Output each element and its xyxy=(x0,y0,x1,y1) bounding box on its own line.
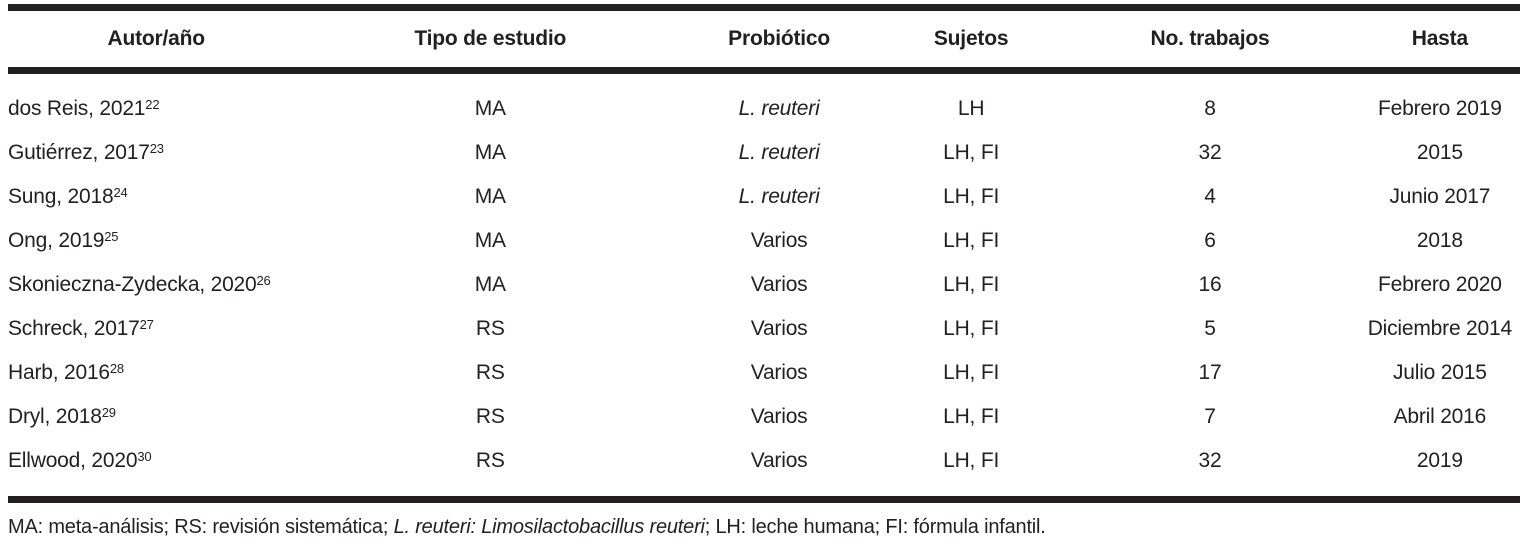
cell-hasta: Diciembre 2014 xyxy=(1367,317,1512,340)
cell-sujetos: LH, FI xyxy=(943,361,1000,384)
cell-tipo: MA xyxy=(474,141,506,164)
cell-hasta: Febrero 2019 xyxy=(1378,97,1502,120)
cell-tipo: MA xyxy=(474,273,506,296)
cell-hasta: Junio 2017 xyxy=(1389,185,1491,208)
cell-hasta: 2015 xyxy=(1416,141,1463,164)
studies-table xyxy=(8,11,1520,496)
cell-trabajos: 8 xyxy=(1204,97,1216,120)
cell-hasta: 2019 xyxy=(1416,449,1463,472)
cell-probiotico: Varios xyxy=(750,273,808,296)
cell-autor xyxy=(8,131,304,175)
cell-autor xyxy=(8,395,304,439)
bottom-rule xyxy=(8,496,1520,503)
table-row xyxy=(8,307,1520,351)
cell-autor xyxy=(8,263,304,307)
cell-sujetos: LH, FI xyxy=(943,273,1000,296)
reference-superscript: 23 xyxy=(149,140,164,156)
cell-autor xyxy=(8,219,304,263)
cell-trabajos: 5 xyxy=(1204,317,1216,340)
table-row xyxy=(8,395,1520,439)
cell-trabajos: 32 xyxy=(1198,449,1222,472)
author-year-text: Harb, 2016 xyxy=(8,361,110,384)
cell-tipo: MA xyxy=(474,185,506,208)
cell-hasta: 2018 xyxy=(1416,229,1463,252)
footnote-segment: ; LH: leche humana; FI: fórmula infantil. xyxy=(704,516,1046,538)
table-row xyxy=(8,131,1520,175)
author-year-text: Skonieczna-Zydecka, 2020 xyxy=(8,273,257,296)
cell-tipo: RS xyxy=(475,317,505,340)
cell-tipo: MA xyxy=(474,97,506,120)
cell-autor xyxy=(8,439,304,496)
cell-trabajos: 4 xyxy=(1204,185,1216,208)
author-year-text: Sung, 2018 xyxy=(8,185,114,208)
cell-sujetos: LH, FI xyxy=(943,229,1000,252)
reference-superscript: 29 xyxy=(101,404,116,420)
cell-probiotico: L. reuteri xyxy=(738,185,820,208)
table-body xyxy=(8,71,1520,497)
cell-probiotico: Varios xyxy=(750,361,808,384)
reference-superscript: 28 xyxy=(109,360,124,376)
column-header-sujetos: Sujetos xyxy=(882,11,1060,71)
cell-probiotico: L. reuteri xyxy=(738,97,820,120)
cell-hasta: Julio 2015 xyxy=(1392,361,1487,384)
cell-trabajos: 6 xyxy=(1204,229,1216,252)
footnote-segment: MA: meta-análisis; RS: revisión sistemática; xyxy=(8,516,394,538)
table-container xyxy=(8,4,1520,503)
reference-superscript: 25 xyxy=(104,228,119,244)
table-row xyxy=(8,439,1520,496)
cell-autor xyxy=(8,71,304,132)
table-row xyxy=(8,71,1520,132)
cell-tipo: RS xyxy=(475,405,505,428)
cell-autor xyxy=(8,307,304,351)
top-rule xyxy=(8,4,1520,11)
cell-sujetos: LH, FI xyxy=(943,185,1000,208)
reference-superscript: 30 xyxy=(137,448,152,464)
cell-sujetos: LH, FI xyxy=(943,405,1000,428)
reference-superscript: 22 xyxy=(145,96,160,112)
reference-superscript: 27 xyxy=(139,316,154,332)
cell-hasta: Abril 2016 xyxy=(1393,405,1487,428)
reference-superscript: 24 xyxy=(113,184,128,200)
cell-tipo: MA xyxy=(474,229,506,252)
cell-sujetos: LH, FI xyxy=(943,141,1000,164)
column-header-hasta: Hasta xyxy=(1360,11,1520,71)
cell-hasta: Febrero 2020 xyxy=(1378,273,1502,296)
author-year-text: Ong, 2019 xyxy=(8,229,105,252)
column-header-trabajos: No. trabajos xyxy=(1060,11,1359,71)
table-row xyxy=(8,219,1520,263)
reference-superscript: 26 xyxy=(256,272,271,288)
column-header-autor: Autor/año xyxy=(8,11,304,71)
author-year-text: Ellwood, 2020 xyxy=(8,449,138,472)
column-header-tipo: Tipo de estudio xyxy=(304,11,676,71)
cell-probiotico: Varios xyxy=(750,449,808,472)
cell-probiotico: Varios xyxy=(750,317,808,340)
column-header-probiotico: Probiótico xyxy=(676,11,882,71)
footnote-italic-segment: L. reuteri: Limosilactobacillus reuteri xyxy=(393,516,705,538)
cell-trabajos: 17 xyxy=(1198,361,1222,384)
cell-probiotico: L. reuteri xyxy=(738,141,820,164)
author-year-text: Gutiérrez, 2017 xyxy=(8,141,150,164)
header-row xyxy=(8,11,1520,71)
table-footnote xyxy=(8,503,1540,540)
cell-trabajos: 16 xyxy=(1198,273,1222,296)
cell-probiotico: Varios xyxy=(750,405,808,428)
cell-trabajos: 7 xyxy=(1204,405,1216,428)
author-year-text: Dryl, 2018 xyxy=(8,405,102,428)
cell-trabajos: 32 xyxy=(1198,141,1222,164)
cell-probiotico: Varios xyxy=(750,229,808,252)
cell-sujetos: LH, FI xyxy=(943,317,1000,340)
cell-tipo: RS xyxy=(475,361,505,384)
cell-sujetos: LH xyxy=(957,97,985,120)
table-row xyxy=(8,175,1520,219)
author-year-text: dos Reis, 2021 xyxy=(8,97,146,120)
cell-tipo: RS xyxy=(475,449,505,472)
cell-autor xyxy=(8,351,304,395)
author-year-text: Schreck, 2017 xyxy=(8,317,140,340)
table-row xyxy=(8,351,1520,395)
table-row xyxy=(8,263,1520,307)
cell-sujetos: LH, FI xyxy=(943,449,1000,472)
cell-autor xyxy=(8,175,304,219)
